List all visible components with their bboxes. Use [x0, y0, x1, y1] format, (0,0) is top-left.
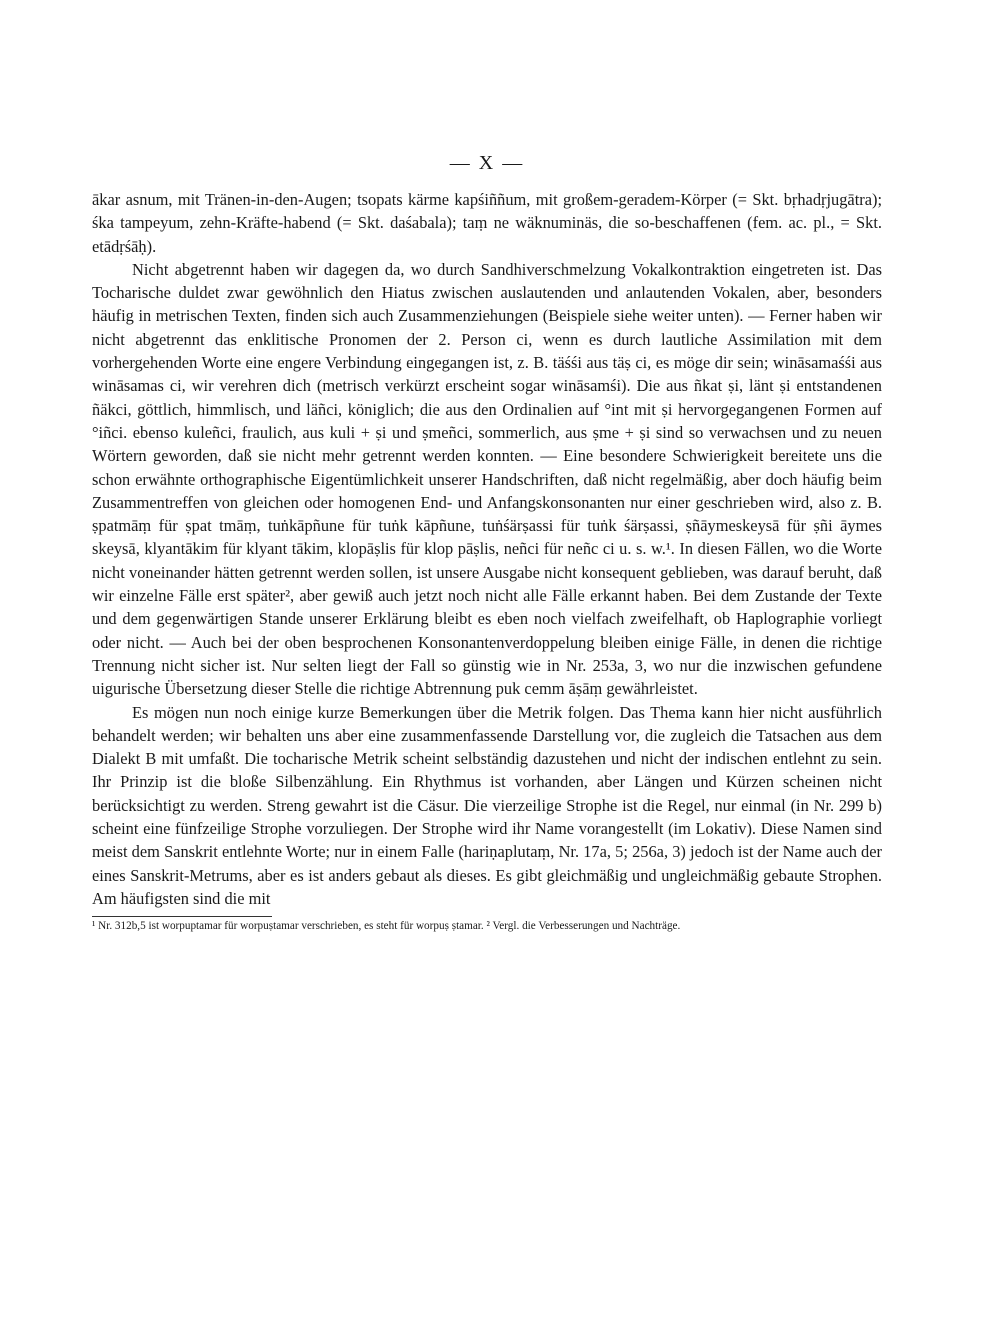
footnote-text: ¹ Nr. 312b,5 ist worpuptamar für worpuṣtamar verschrieben, es steht für worpuṣ ṣtamar. ² Vergl. die Verbesserungen und Nachträge. — [92, 920, 681, 933]
page-number: — X — — [449, 152, 525, 174]
paragraph-1: ākar asnum, mit Tränen-in-den-Augen; tsopats kärme kapśiññum, mit großem-geradem-Körper (= Skt. bṛhadṛjugātra); śka tampeyum, zehn-Kräfte-habend (= Skt. daśabala); taṃ ne wäknuminäs, die so-beschaffenen (fem. ac. pl., = Skt. etādṛśāḥ). — [92, 190, 882, 256]
paragraph-3: Es mögen nun noch einige kurze Bemerkungen über die Metrik folgen. Das Thema kann hier nicht ausführlich behandelt werden; wir behalten uns aber eine zusammenfassende Darstellung vor, die zugleich die Tatsachen aus dem Dialekt B mit umfaßt. Die tocharische Metrik scheint selbständig dazustehen und nicht der indischen entlehnt zu sein. Ihr Prinzip ist die bloße Silbenzählung. Ein Rhythmus ist vorhanden, aber Längen und Kürzen scheinen nicht berücksichtigt zu werden. Streng gewahrt ist die Cäsur. Die vierzeilige Strophe ist die Regel, nur einmal (in Nr. 299 b) scheint eine fünfzeilige Strophe vorzuliegen. Der Strophe wird ihr Name vorangestellt (im Lokativ). Diese Namen sind meist dem Sanskrit entlehnte Worte; nur in einem Falle (hariṇaplutaṃ, Nr. 17a, 5; 256a, 3) jedoch ist der Name auch der eines Sanskrit-Metrums, aber es ist anders gebaut als dieses. Es gibt gleichmäßig und ungleichmäßig gebaute Strophen. Am häufigsten sind die mit — [92, 702, 882, 908]
body-text — [92, 188, 882, 910]
document-page — [92, 150, 882, 935]
footnote-rule — [92, 916, 272, 917]
footnotes — [92, 916, 882, 935]
paragraph-2: Nicht abgetrennt haben wir dagegen da, wo durch Sandhiverschmelzung Vokalkontraktion eingetreten ist. Das Tocharische duldet zwar gewöhnlich den Hiatus zwischen auslautenden und anlautenden Vokalen, aber, besonders häufig in metrischen Texten, finden sich auch Zusammenziehungen (Beispiele siehe weiter unten). — Ferner haben wir nicht abgetrennt das enklitische Pronomen der 2. Person ci, wenn es durch lautliche Assimilation mit dem vorhergehenden Worte eine engere Verbindung eingegangen ist, z. B. täśśi aus täṣ ci, es möge dir sein; wināsamaśśi aus wināsamas ci, wir verehren dich (metrisch verkürzt erscheint sogar wināsamśi). Die aus ñkat ṣi, länt ṣi entstandenen ñäkci, göttlich, himmlisch, und läñci, königlich; die aus den Ordinalien auf °int mit ṣi hervorgegangenen Formen auf °iñci. ebenso kuleñci, fraulich, aus kuli + ṣi und ṣmeñci, sommerlich, aus ṣme + ṣi sind so verwachsen und zu neuen Wörtern geworden, daß sie nicht mehr getrennt werden konnten. — Eine besondere Schwierigkeit bereitete uns die schon erwähnte orthographische Eigentümlichkeit unserer Handschriften, daß nicht regelmäßig, aber doch häufig beim Zusammentreffen von gleichen oder homogenen End- und Anfangskonsonanten nur einer geschrieben wird, also z. B. ṣpatmāṃ für ṣpat tmāṃ, tuṅkāpñune für tuṅk kāpñune, tuṅśärṣassi für tuṅk śärṣassi, ṣñāymeskeysā für ṣñi āymes skeysā, klyantākim für klyant tākim, klopāṣlis für klop pāṣlis, neñci für neñc ci u. s. w.¹. In diesen Fällen, wo die Worte nicht voneinander hätten getrennt werden sollen, ist unsere Ausgabe nicht konsequent geblieben, was darauf beruht, daß wir einzelne Fälle erst später², aber gewiß auch jetzt noch nicht alle Fälle erkannt haben. Bei dem Zustande der Texte und dem gegenwärtigen Stande unserer Erklärung bleibt es eben noch vielfach zweifelhaft, ob Haplographie vorliegt oder nicht. — Auch bei der oben besprochenen Konsonantenverdoppelung bleiben einige Fälle, in denen die richtige Trennung nicht sicher ist. Nur selten liegt der Fall so günstig wie in Nr. 253a, 3, wo nur die inzwischen gefundene uigurische Übersetzung dieser Stelle die richtige Abtrennung puk cemm āṣāṃ gewährleistet. — [92, 259, 882, 699]
